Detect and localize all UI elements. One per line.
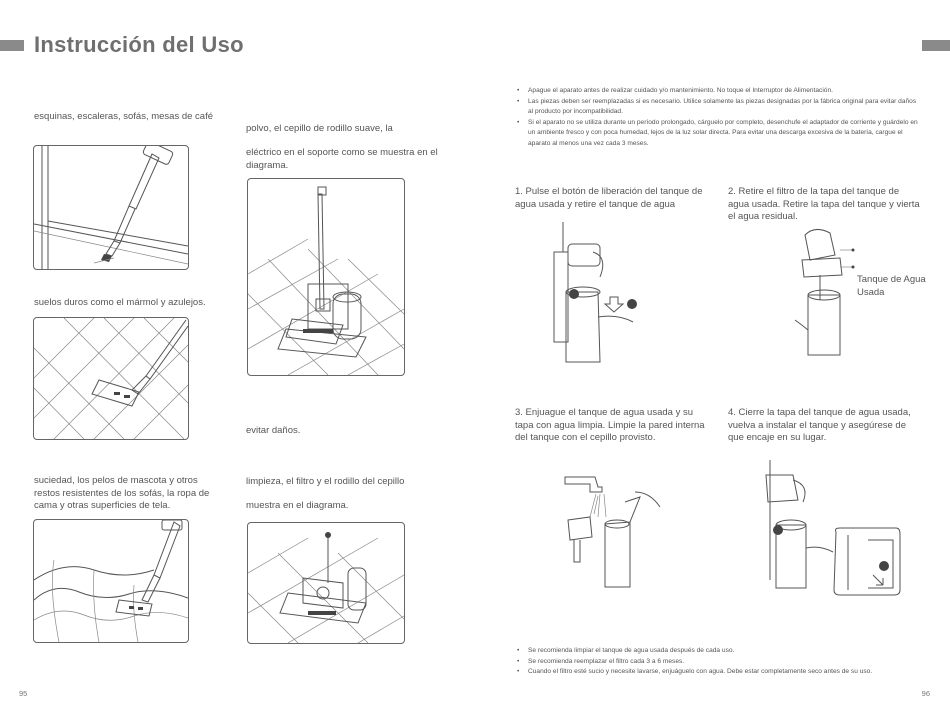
page-number-right: 96 [921,689,930,698]
page-number-left: 95 [19,689,28,698]
figure-dock-self-clean [247,522,405,644]
note-top-3: • Si el aparato no se utiliza durante un período prolongado, cárguelo por completo, desenchufe el adaptador de corriente y guárdelo en un ambiente fresco y con poca humedad, lejos de la luz solar directa. Para evitar una descarga excesiva de la batería, cargue el aparato al menos una vez cada 3 meses. [514,118,920,150]
step-2-text: 2. Retire el filtro de la tapa del tanque de agua usada. Retire la tapa del tanque y vierta el agua residual. [728,186,920,222]
figure-sofa-cleaning [33,519,189,643]
mid-text-5: muestra en el diagrama. [246,500,349,511]
mid-text-3: evitar daños. [246,425,301,436]
mid-text-4: limpieza, el filtro y el rodillo del cepillo [246,476,405,487]
figure-step-1 [548,222,638,372]
note-bottom-3: • Cuando el filtro esté sucio y necesite lavarse, enjuáguelo con agua. Debe estar completamente seco antes de su uso. [514,667,924,678]
step-3-text: 3. Enjuague el tanque de agua usada y su tapa con agua limpia. Limpie la pared interna del tanque con el cepillo provisto. [515,407,705,443]
figure-step-3 [560,462,670,592]
mid-text-1: polvo, el cepillo de rodillo suave, la [246,123,393,134]
figure-step-2 [790,225,860,360]
step-4-text: 4. Cierre la tapa del tanque de agua usada, vuelva a instalar el tanque y asegúrese de que encaje en su lugar. [728,407,911,443]
step-1-text: 1. Pulse el botón de liberación del tanque de agua usada y retire el tanque de agua [515,186,703,210]
page-title: Instrucción del Uso [34,32,244,57]
notes-bottom [514,646,924,678]
figure-step-4 [758,460,903,600]
figure-hard-floor-cleaning [33,317,189,440]
note-bottom-2: • Se recomienda reemplazar el filtro cada 3 a 6 meses. [514,657,924,668]
callout-tank-label: Tanque de Agua Usada [857,274,926,298]
note-top-2: • Las piezas deben ser reemplazadas si es necesario. Utilice solamente las piezas designadas por la fábrica original para evitar daños al producto por incompatibilidad. [514,97,920,118]
header-bar-left [0,40,24,51]
left-text-2: suelos duros como el mármol y azulejos. [34,297,206,308]
note-bottom-1: • Se recomienda limpiar el tanque de agua usada después de cada uso. [514,646,924,657]
left-text-3: suciedad, los pelos de mascota y otros restos resistentes de los sofás, la ropa de cama y otras superficies de tela. [34,475,210,511]
figure-dock-station [247,178,405,376]
header-bar-right [922,40,950,51]
notes-top [514,86,920,149]
figure-stairs-cleaning [33,145,189,270]
mid-text-2: eléctrico en el soporte como se muestra en el diagrama. [246,147,438,171]
left-text-1: esquinas, escaleras, sofás, mesas de café [34,111,214,122]
note-top-1: • Apague el aparato antes de realizar cuidado y/o mantenimiento. No toque el Interruptor de Alimentación. [514,86,920,97]
